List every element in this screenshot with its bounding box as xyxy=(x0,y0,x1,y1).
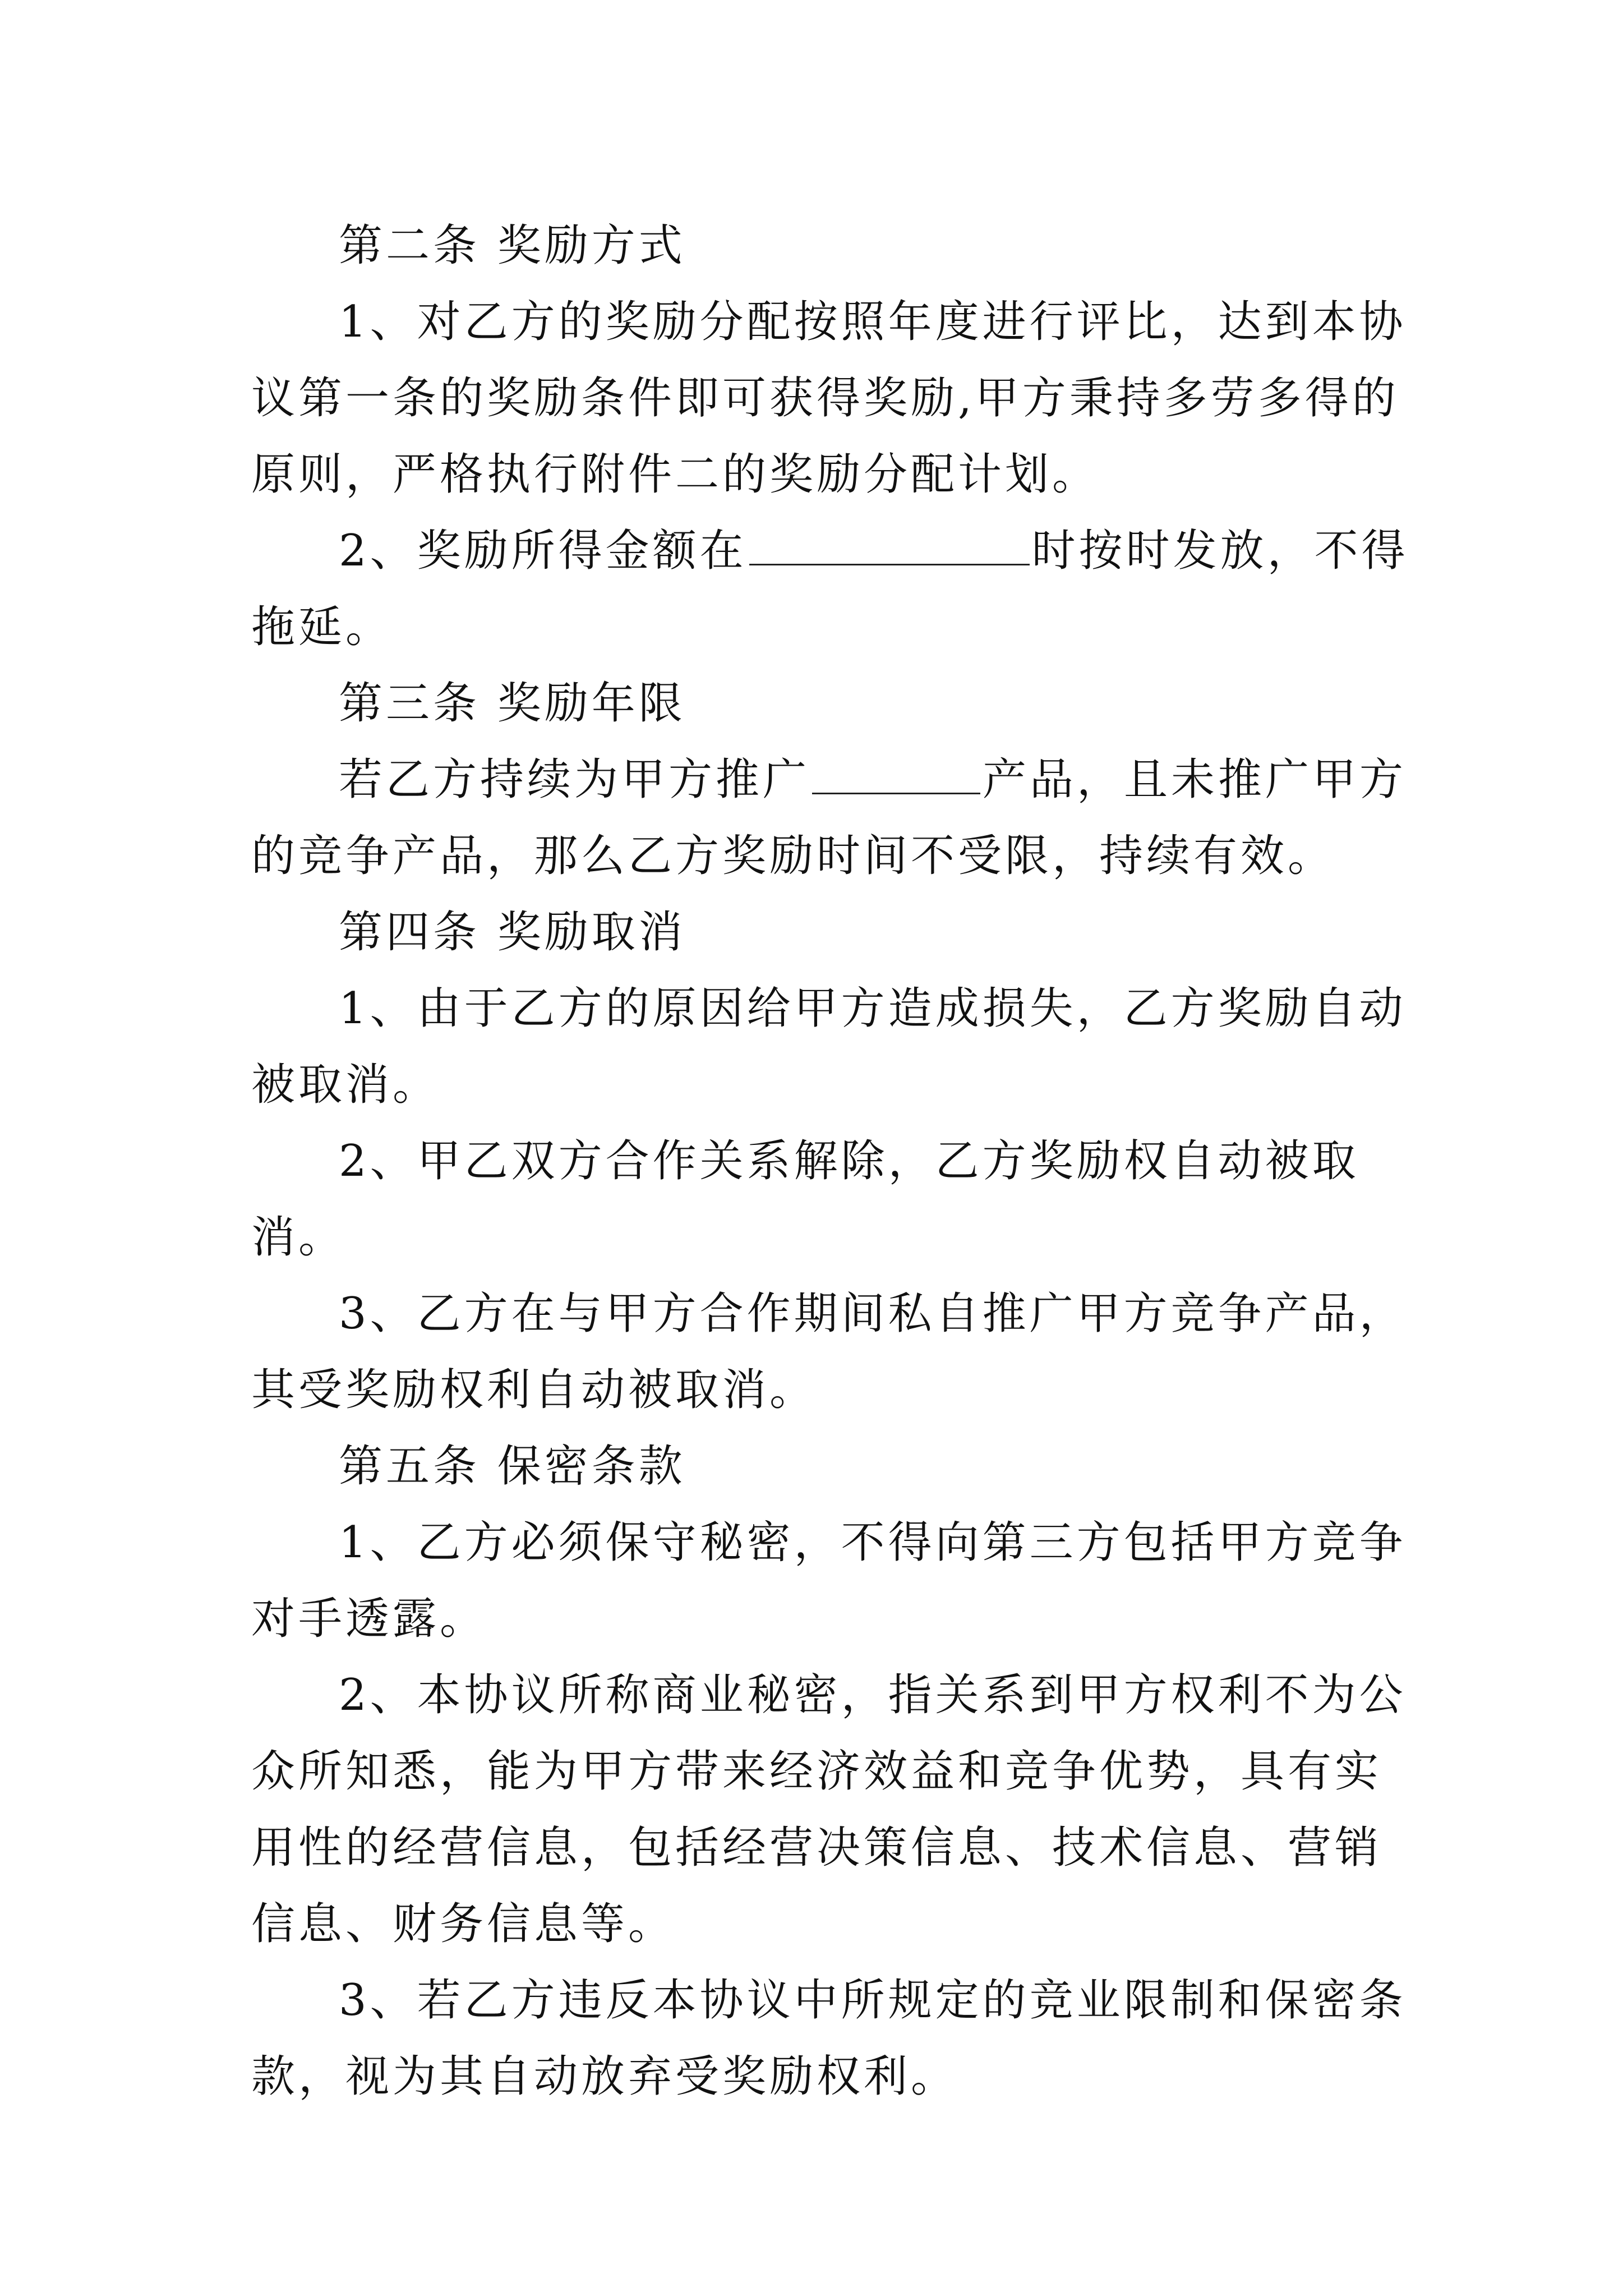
article-5-heading: 第五条 保密条款 xyxy=(339,1441,686,1492)
article-3-clause-end: 产品，且未推广甲方的竞争产品，那么乙方奖励时间不受限，持续有效。 xyxy=(251,754,1407,881)
article-4-clause-2: 2、甲乙双方合作关系解除，乙方奖励权自动被取消。 xyxy=(251,1136,1359,1263)
article-4-clause-1: 1、由于乙方的原因给甲方造成损失，乙方奖励自动被取消。 xyxy=(251,983,1407,1110)
article-2-clause-2-start: 2、奖励所得金额在 xyxy=(339,526,747,576)
article-2-heading: 第二条 奖励方式 xyxy=(339,220,686,271)
article-3-clause-start: 若乙方持续为甲方推广 xyxy=(339,754,810,805)
article-3-clause xyxy=(251,742,1418,894)
article-2-clause-2-end: 时按时发放，不得拖延。 xyxy=(251,526,1409,652)
article-2-clause-1: 1、对乙方的奖励分配按照年度进行评比，达到本协议第一条的奖励条件即可获得奖励,甲方秉持多劳多得的原则，严格执行附件二的奖励分配计划。 xyxy=(251,297,1407,500)
article-4-heading: 第四条 奖励取消 xyxy=(339,907,686,958)
article-5-clause-1: 1、乙方必须保守秘密，不得向第三方包括甲方竞争对手透露。 xyxy=(251,1517,1407,1644)
article-2-clause-2 xyxy=(251,513,1418,665)
article-5-clause-3: 3、若乙方违反本协议中所规定的竞业限制和保密条款，视为其自动放弃受奖励权利。 xyxy=(251,1975,1407,2102)
article-5-clause-2: 2、本协议所称商业秘密，指关系到甲方权利不为公众所知悉，能为甲方带来经济效益和竞争优势，具有实用性的经营信息，包括经营决策信息、技术信息、营销信息、财务信息等。 xyxy=(251,1670,1407,1949)
document-body xyxy=(251,208,1418,2115)
product-name-blank xyxy=(812,752,980,794)
article-3-heading: 第三条 奖励年限 xyxy=(339,678,686,729)
article-4-clause-3: 3、乙方在与甲方合作期间私自推广甲方竞争产品，其受奖励权利自动被取消。 xyxy=(251,1289,1407,1415)
payment-time-blank xyxy=(749,523,1030,565)
